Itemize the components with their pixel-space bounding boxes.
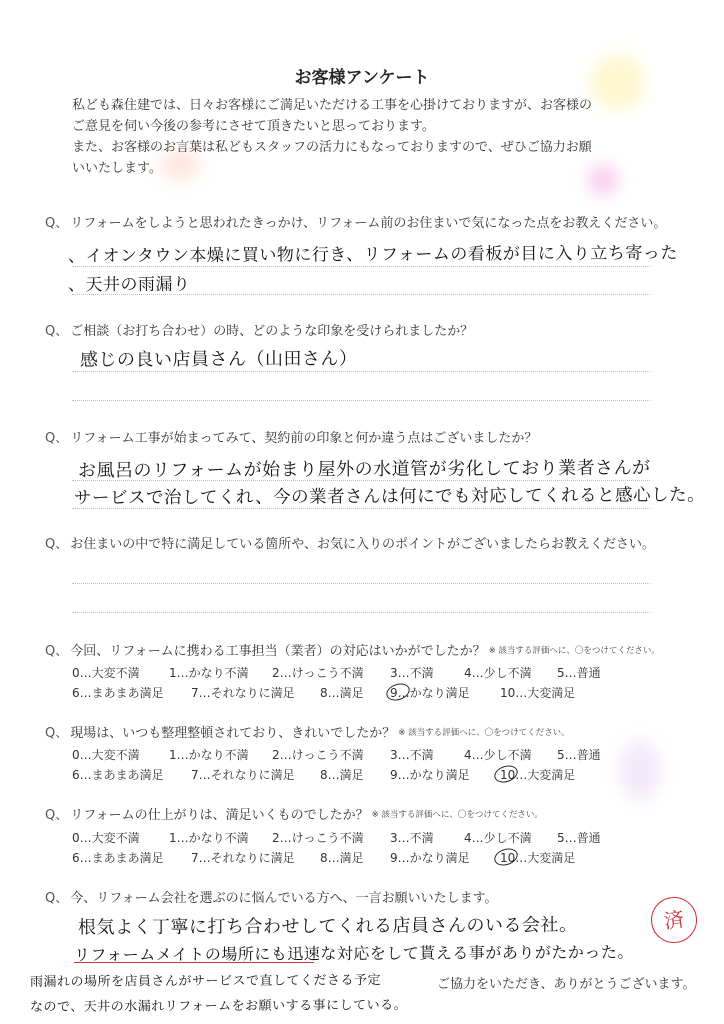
rating-option-2[interactable]: 2…けっこう不満 [272, 748, 364, 762]
rating-row-6a [72, 746, 632, 764]
answer-3-line-1: お風呂のリフォームが始まり屋外の水道管が劣化しており業者さんが [77, 457, 651, 482]
rating-note: ※ 該当する評価へに、〇をつけてください。 [371, 810, 543, 820]
answer-rule [72, 508, 650, 509]
rating-option-7[interactable]: 7…それなりに満足 [191, 686, 295, 700]
question-mark: Q、 [45, 324, 69, 339]
rating-option-3[interactable]: 3…不満 [390, 748, 434, 762]
rating-option-4[interactable]: 4…少し不満 [464, 831, 532, 845]
rating-option-8[interactable]: 8…満足 [320, 768, 364, 782]
question-3-text: リフォーム工事が始まってみて、契約前の印象と何か違う点はございましたか？ [70, 431, 538, 446]
answer-rule [72, 294, 650, 295]
rating-option-8[interactable]: 8…満足 [320, 686, 364, 700]
rating-option-6[interactable]: 6…まあまあ満足 [72, 768, 164, 782]
page-title: お客様アンケート [294, 68, 430, 88]
rating-option-5[interactable]: 5…普通 [557, 666, 601, 680]
footer-thanks: ご協力をいただき、ありがとうございます。 [437, 977, 696, 992]
rating-row-5b [72, 684, 632, 702]
rating-row-7b [72, 849, 632, 867]
rating-option-4[interactable]: 4…少し不満 [464, 666, 532, 680]
question-4 [45, 533, 695, 552]
rating-option-7[interactable]: 7…それなりに満足 [191, 851, 295, 865]
rating-option-1[interactable]: 1…かなり不満 [169, 831, 249, 845]
question-8-text: 今、リフォーム会社を選ぶのに悩んでいる方へ、一言お願いいたします。 [70, 891, 498, 906]
rating-option-0[interactable]: 0…大変不満 [72, 831, 140, 845]
footer-handwritten-2: なので、天井の水漏れリフォームをお願いする事にしている。 [29, 998, 408, 1015]
question-2 [45, 320, 695, 339]
rating-option-6[interactable]: 6…まあまあ満足 [72, 686, 164, 700]
rating-option-0[interactable]: 0…大変不満 [72, 666, 140, 680]
answer-8-line-1: 根気よく丁寧に打ち合わせしてくれる店員さんのいる会社。 [77, 914, 578, 939]
rating-option-10[interactable]: 10…大変満足 [500, 851, 576, 865]
answer-2-line-1: 感じの良い店員さん（山田さん） [79, 348, 358, 371]
review-stamp: 済 [648, 894, 700, 946]
rating-option-4[interactable]: 4…少し不満 [464, 748, 532, 762]
question-1 [45, 212, 695, 231]
answer-1-line-2: 、天井の雨漏り [67, 274, 191, 296]
answer-rule [72, 480, 650, 481]
question-3 [45, 427, 695, 446]
question-2-text: ご相談（お打ち合わせ）の時、どのような印象を受けられましたか？ [70, 324, 474, 339]
question-5-text: 今回、リフォームに携わる工事担当（業者）の対応はいかがでしたか？ [70, 644, 486, 659]
question-mark: Q、 [45, 216, 69, 231]
question-mark: Q、 [45, 431, 69, 446]
rating-option-5[interactable]: 5…普通 [557, 748, 601, 762]
rating-option-0[interactable]: 0…大変不満 [72, 748, 140, 762]
rating-option-1[interactable]: 1…かなり不満 [169, 666, 249, 680]
rating-option-2[interactable]: 2…けっこう不満 [272, 666, 364, 680]
rating-option-10[interactable]: 10…大変満足 [500, 768, 576, 782]
rating-option-7[interactable]: 7…それなりに満足 [191, 768, 295, 782]
rating-option-3[interactable]: 3…不満 [390, 831, 434, 845]
rating-note: ※ 該当する評価へに、〇をつけてください。 [398, 728, 570, 738]
question-mark: Q、 [45, 891, 69, 906]
rating-row-7a [72, 829, 632, 847]
answer-rule [72, 612, 650, 613]
intro-text: 私ども森住建では、日々お客様にご満足いただける工事を心掛けておりますが、お客様の ご意見を伺い今後の参考にさせて頂きたいと思っております。 また、お客様のお言葉は私どもスタッフの活力にもなっておりますので、ぜひご協力お願 いいたします。 [72, 98, 593, 176]
rating-row-6b [72, 766, 632, 784]
rating-option-6[interactable]: 6…まあまあ満足 [72, 851, 164, 865]
question-mark: Q、 [45, 644, 69, 659]
answer-3-line-2: サービスで治してくれ、今の業者さんは何にでも対応してくれると感心した。 [73, 485, 706, 509]
rating-option-8[interactable]: 8…満足 [320, 851, 364, 865]
answer-rule [72, 371, 650, 372]
question-6-text: 現場は、いつも整理整頓されており、きれいでしたか？ [70, 726, 396, 741]
question-5 [45, 640, 695, 659]
question-7 [45, 804, 695, 823]
question-mark: Q、 [45, 537, 69, 552]
question-mark: Q、 [45, 726, 69, 741]
question-mark: Q、 [45, 808, 69, 823]
rating-option-1[interactable]: 1…かなり不満 [169, 748, 249, 762]
answer-rule [72, 583, 650, 584]
question-7-text: リフォームの仕上がりは、満足いくものでしたか？ [70, 808, 369, 823]
answer-8-line-2: リフォームメイトの場所にも迅速な対応をして貰える事がありがたかった。 [73, 942, 634, 965]
rating-option-3[interactable]: 3…不満 [390, 666, 434, 680]
answer-rule [72, 400, 650, 401]
rating-row-5a [72, 664, 632, 682]
rating-option-2[interactable]: 2…けっこう不満 [272, 831, 364, 845]
question-4-text: お住まいの中で特に満足している箇所や、お気に入りのポイントがございましたらお教えください。 [70, 537, 655, 552]
answer-rule [72, 266, 650, 267]
answer-1-line-1: 、イオンタウン本燥に買い物に行き、リフォームの看板が目に入り立ち寄った [67, 243, 678, 267]
rating-option-5[interactable]: 5…普通 [557, 831, 601, 845]
rating-option-9[interactable]: 9…かなり満足 [390, 768, 470, 782]
question-8 [45, 887, 695, 906]
rating-option-9[interactable]: 9…かなり満足 [390, 686, 470, 700]
question-1-text: リフォームをしようと思われたきっかけ、リフォーム前のお住まいで気になった点をお教えください。 [70, 216, 667, 231]
rating-note: ※ 該当する評価へに、〇をつけてください。 [488, 646, 660, 656]
red-underline [74, 962, 314, 963]
footer-handwritten-1: 雨漏れの場所を店員さんがサービスで直してくださる予定 [29, 973, 382, 990]
rating-option-10[interactable]: 10…大変満足 [500, 686, 576, 700]
rating-option-9[interactable]: 9…かなり満足 [390, 851, 470, 865]
question-6 [45, 722, 695, 741]
